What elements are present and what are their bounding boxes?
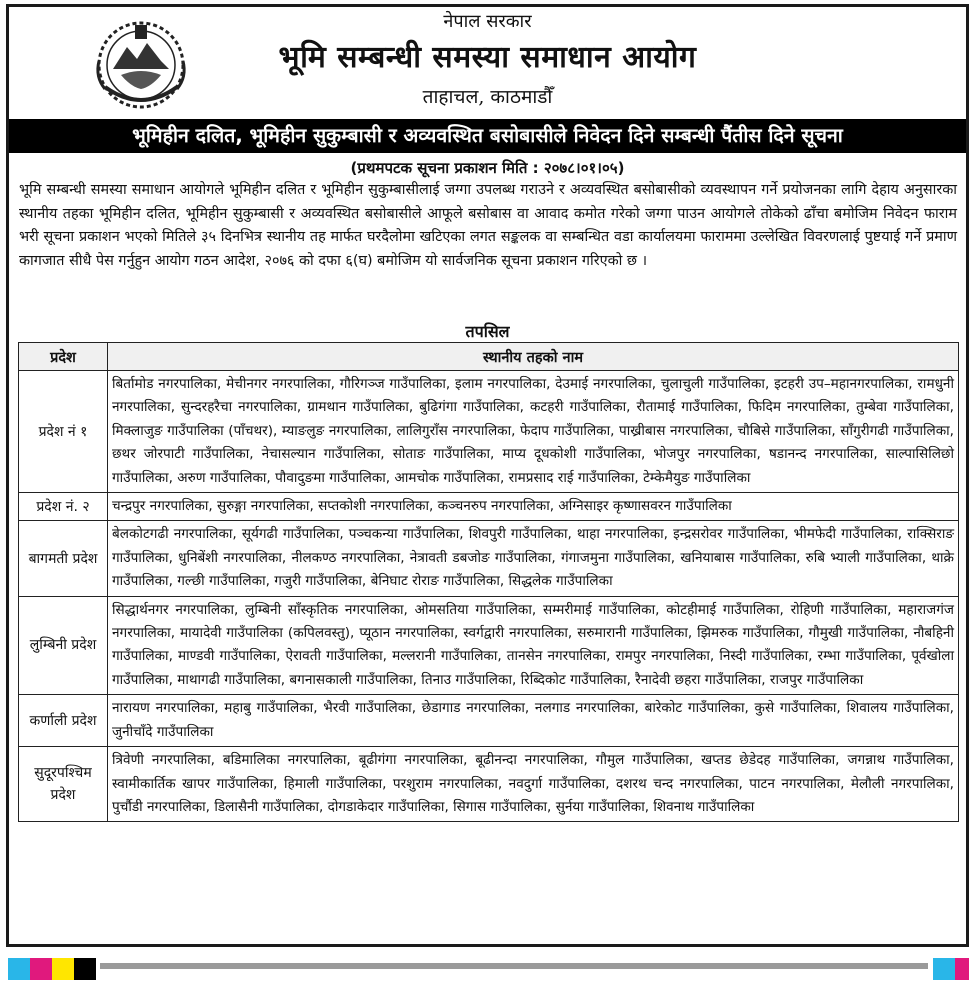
header-province: प्रदेश [19, 343, 108, 371]
publication-date: (प्रथमपटक सूचना प्रकाशन मिति : २०७८।०१।०५) [350, 159, 625, 177]
province-cell: सुदूरपश्चिम प्रदेश [19, 747, 108, 822]
names-cell: नारायण नगरपालिका, महाबु गाउँपालिका, भैरवी गाउँपालिका, छेडागाड नगरपालिका, नलगाड नगरपालिका, बारेकोट गाउँपालिका, कुसे गाउँपालिका, शिवालय गाउँपालिका, जुनीचाँदे गाउँपालिका [108, 695, 959, 747]
table-header-row [19, 343, 959, 371]
names-cell: चन्द्रपुर नगरपालिका, सुरुङ्गा नगरपालिका, सप्तकोशी नगरपालिका, कञ्चनरुप नगरपालिका, अग्निसाइर कृष्णासवरन गाउँपालिका [108, 493, 959, 521]
government-name: नेपाल सरकार [443, 11, 532, 32]
registration-rule [100, 963, 928, 969]
yellow-swatch [52, 958, 74, 980]
body-paragraph: भूमि सम्बन्धी समस्या समाधान आयोगले भूमिहीन दलित र भूमिहीन सुकुम्बासीलाई जग्गा उपलब्ध गराउने र अव्यवस्थित बसोबासीको व्यवस्थापन गर्ने प्रयोजनका लागि देहाय अनुसारका स्थानीय तहका भूमिहीन दलित, भूमिहीन सुकुम्बासी र अव्यवस्थित बसोबासीले आफूले बसोबास वा आवाद कमोत गरेको जग्गा पाउन आयोगले तोकेको ढाँचा बमोजिम निवेदन फाराम भरी सूचना प्रकाशन भएको मितिले ३५ दिनभित्र स्थानीय तह मार्फत घरदैलोमा खटिएका लगत सङ्कलक वा सम्बन्धित वडा कार्यालयमा फाराममा उल्लेखित विवरणलाई पुष्टयाई गर्ने प्रमाण कागजात सीधै पेस गर्नुहुन आयोग गठन आदेश, २०७६ को दफा ६(घ) बमोजिम यो सार्वजनिक सूचना प्रकाशन गरिएको छ । [19, 182, 957, 269]
header [9, 7, 966, 119]
table-row [19, 521, 959, 596]
names-cell: बेलकोटगढी नगरपालिका, सूर्यगढी गाउँपालिका, पञ्चकन्या गाउँपालिका, शिवपुरी गाउँपालिका, थाहा नगरपालिका, इन्द्रसरोवर गाउँपालिका, भीमफेदी गाउँपालिका, राक्सिराङ गाउँपालिका, धुनिबेंशी नगरपालिका, नीलकण्ठ नगरपालिका, नेत्रावती डबजोङ गाउँपालिका, गंगाजमुना गाउँपालिका, खनियाबास गाउँपालिका, रुबि भ्याली गाउँपालिका, थाक्रे गाउँपालिका, गल्छी गाउँपालिका, गजुरी गाउँपालिका, बेनिघाट रोराङ गाउँपालिका, सिद्धलेक गाउँपालिका [108, 521, 959, 596]
province-cell: प्रदेश नं. २ [19, 493, 108, 521]
names-cell: त्रिवेणी नगरपालिका, बडिमालिका नगरपालिका, बूढीगंगा नगरपालिका, बूढीनन्दा नगरपालिका, गौमुल गाउँपालिका, खप्तड छेडेदह गाउँपालिका, जगन्नाथ गाउँपालिका, स्वामीकार्तिक खापर गाउँपालिका, हिमाली गाउँपालिका, परशुराम नगरपालिका, नवदुर्गा गाउँपालिका, दशरथ चन्द नगरपालिका, पाटन नगरपालिका, मेलौली नगरपालिका, पुर्चौडी नगरपालिका, डिलासैनी गाउँपालिका, दोगडाकेदार गाउँपालिका, सिगास गाउँपालिका, सुर्नया गाउँपालिका, शिवनाथ गाउँपालिका [108, 747, 959, 822]
province-cell: कर्णाली प्रदेश [19, 695, 108, 747]
table-row [19, 493, 959, 521]
province-cell: बागमती प्रदेश [19, 521, 108, 596]
cyan-swatch [933, 958, 955, 980]
color-registration-strip-left [8, 958, 96, 980]
magenta-swatch [955, 958, 969, 980]
organization-name: भूमि सम्बन्धी समस्या समाधान आयोग [278, 40, 697, 75]
local-levels-table [18, 342, 959, 822]
header-local-level: स्थानीय तहको नाम [108, 343, 959, 371]
table-row [19, 747, 959, 822]
names-cell: बिर्तामोड नगरपालिका, मेचीनगर नगरपालिका, गौरिगञ्ज गाउँपालिका, इलाम नगरपालिका, देउमाई नगरपालिका, चुलाचुली गाउँपालिका, इटहरी उप–महानगरपालिका, रामधुनी नगरपालिका, सुन्दरहरैचा नगरपालिका, ग्रामथान गाउँपालिका, बुढिगंगा गाउँपालिका, कटहरी गाउँपालिका, रौतामाई गाउँपालिका, फिदिम नगरपालिका, तुम्बेवा गाउँपालिका, मिक्लाजुङ गाउँपालिका (पाँचथर), म्याङलुङ नगरपालिका, लालिगुराँस नगरपालिका, फेदाप गाउँपालिका, पाख्रीबास नगरपालिका, चौबिसे गाउँपालिका, साँगुरीगढी गाउँपालिका, छथर जोरपाटी गाउँपालिका, नेचासल्यान गाउँपालिका, सोताङ गाउँपालिका, माप्य दूधकोशी गाउँपालिका, भोजपुर नगरपालिका, षडानन्द नगरपालिका, साल्पासिलिछो गाउँपालिका, अरुण गाउँपालिका, पौवादुङमा गाउँपालिका, आमचोक गाउँपालिका, रामप्रसाद राई गाउँपालिका, टेम्केमैयुङ गाउँपालिका [108, 371, 959, 493]
magenta-swatch [30, 958, 52, 980]
notice-title: भूमिहीन दलित, भूमिहीन सुकुम्बासी र अव्यवस्थित बसोबासीले निवेदन दिने सम्बन्धी पैंतीस दिने सूचना [9, 119, 966, 153]
table-row [19, 596, 959, 695]
province-cell: लुम्बिनी प्रदेश [19, 596, 108, 695]
schedule-heading: तपसिल [465, 322, 510, 341]
table-row [19, 695, 959, 747]
location: ताहाचल, काठमाडौँ [422, 86, 553, 108]
black-swatch [74, 958, 96, 980]
notice-frame [6, 4, 969, 947]
names-cell: सिद्धार्थनगर नगरपालिका, लुम्बिनी साँस्कृतिक नगरपालिका, ओमसतिया गाउँपालिका, सम्मरीमाई गाउँपालिका, कोटहीमाई गाउँपालिका, रोहिणी गाउँपालिका, महाराजगंज नगरपालिका, मायादेवी गाउँपालिका (कपिलवस्तु), प्यूठान नगरपालिका, स्वर्गद्वारी नगरपालिका, सरुमारानी गाउँपालिका, झिमरुक गाउँपालिका, गौमुखी गाउँपालिका, नौबहिनी गाउँपालिका, माण्डवी गाउँपालिका, ऐरावती गाउँपालिका, मल्लरानी गाउँपालिका, तानसेन नगरपालिका, रामपुर नगरपालिका, निस्दी गाउँपालिका, रम्भा गाउँपालिका, पूर्वखोला गाउँपालिका, माथागढी गाउँपालिका, बगनासकाली गाउँपालिका, तिनाउ गाउँपालिका, रिब्दिकोट गाउँपालिका, रैनादेवी छहरा गाउँपालिका, राजपुर गाउँपालिका [108, 596, 959, 695]
notice-body [19, 179, 957, 273]
table-row [19, 371, 959, 493]
cyan-swatch [8, 958, 30, 980]
province-cell: प्रदेश नं १ [19, 371, 108, 493]
color-registration-strip-right [933, 958, 969, 980]
